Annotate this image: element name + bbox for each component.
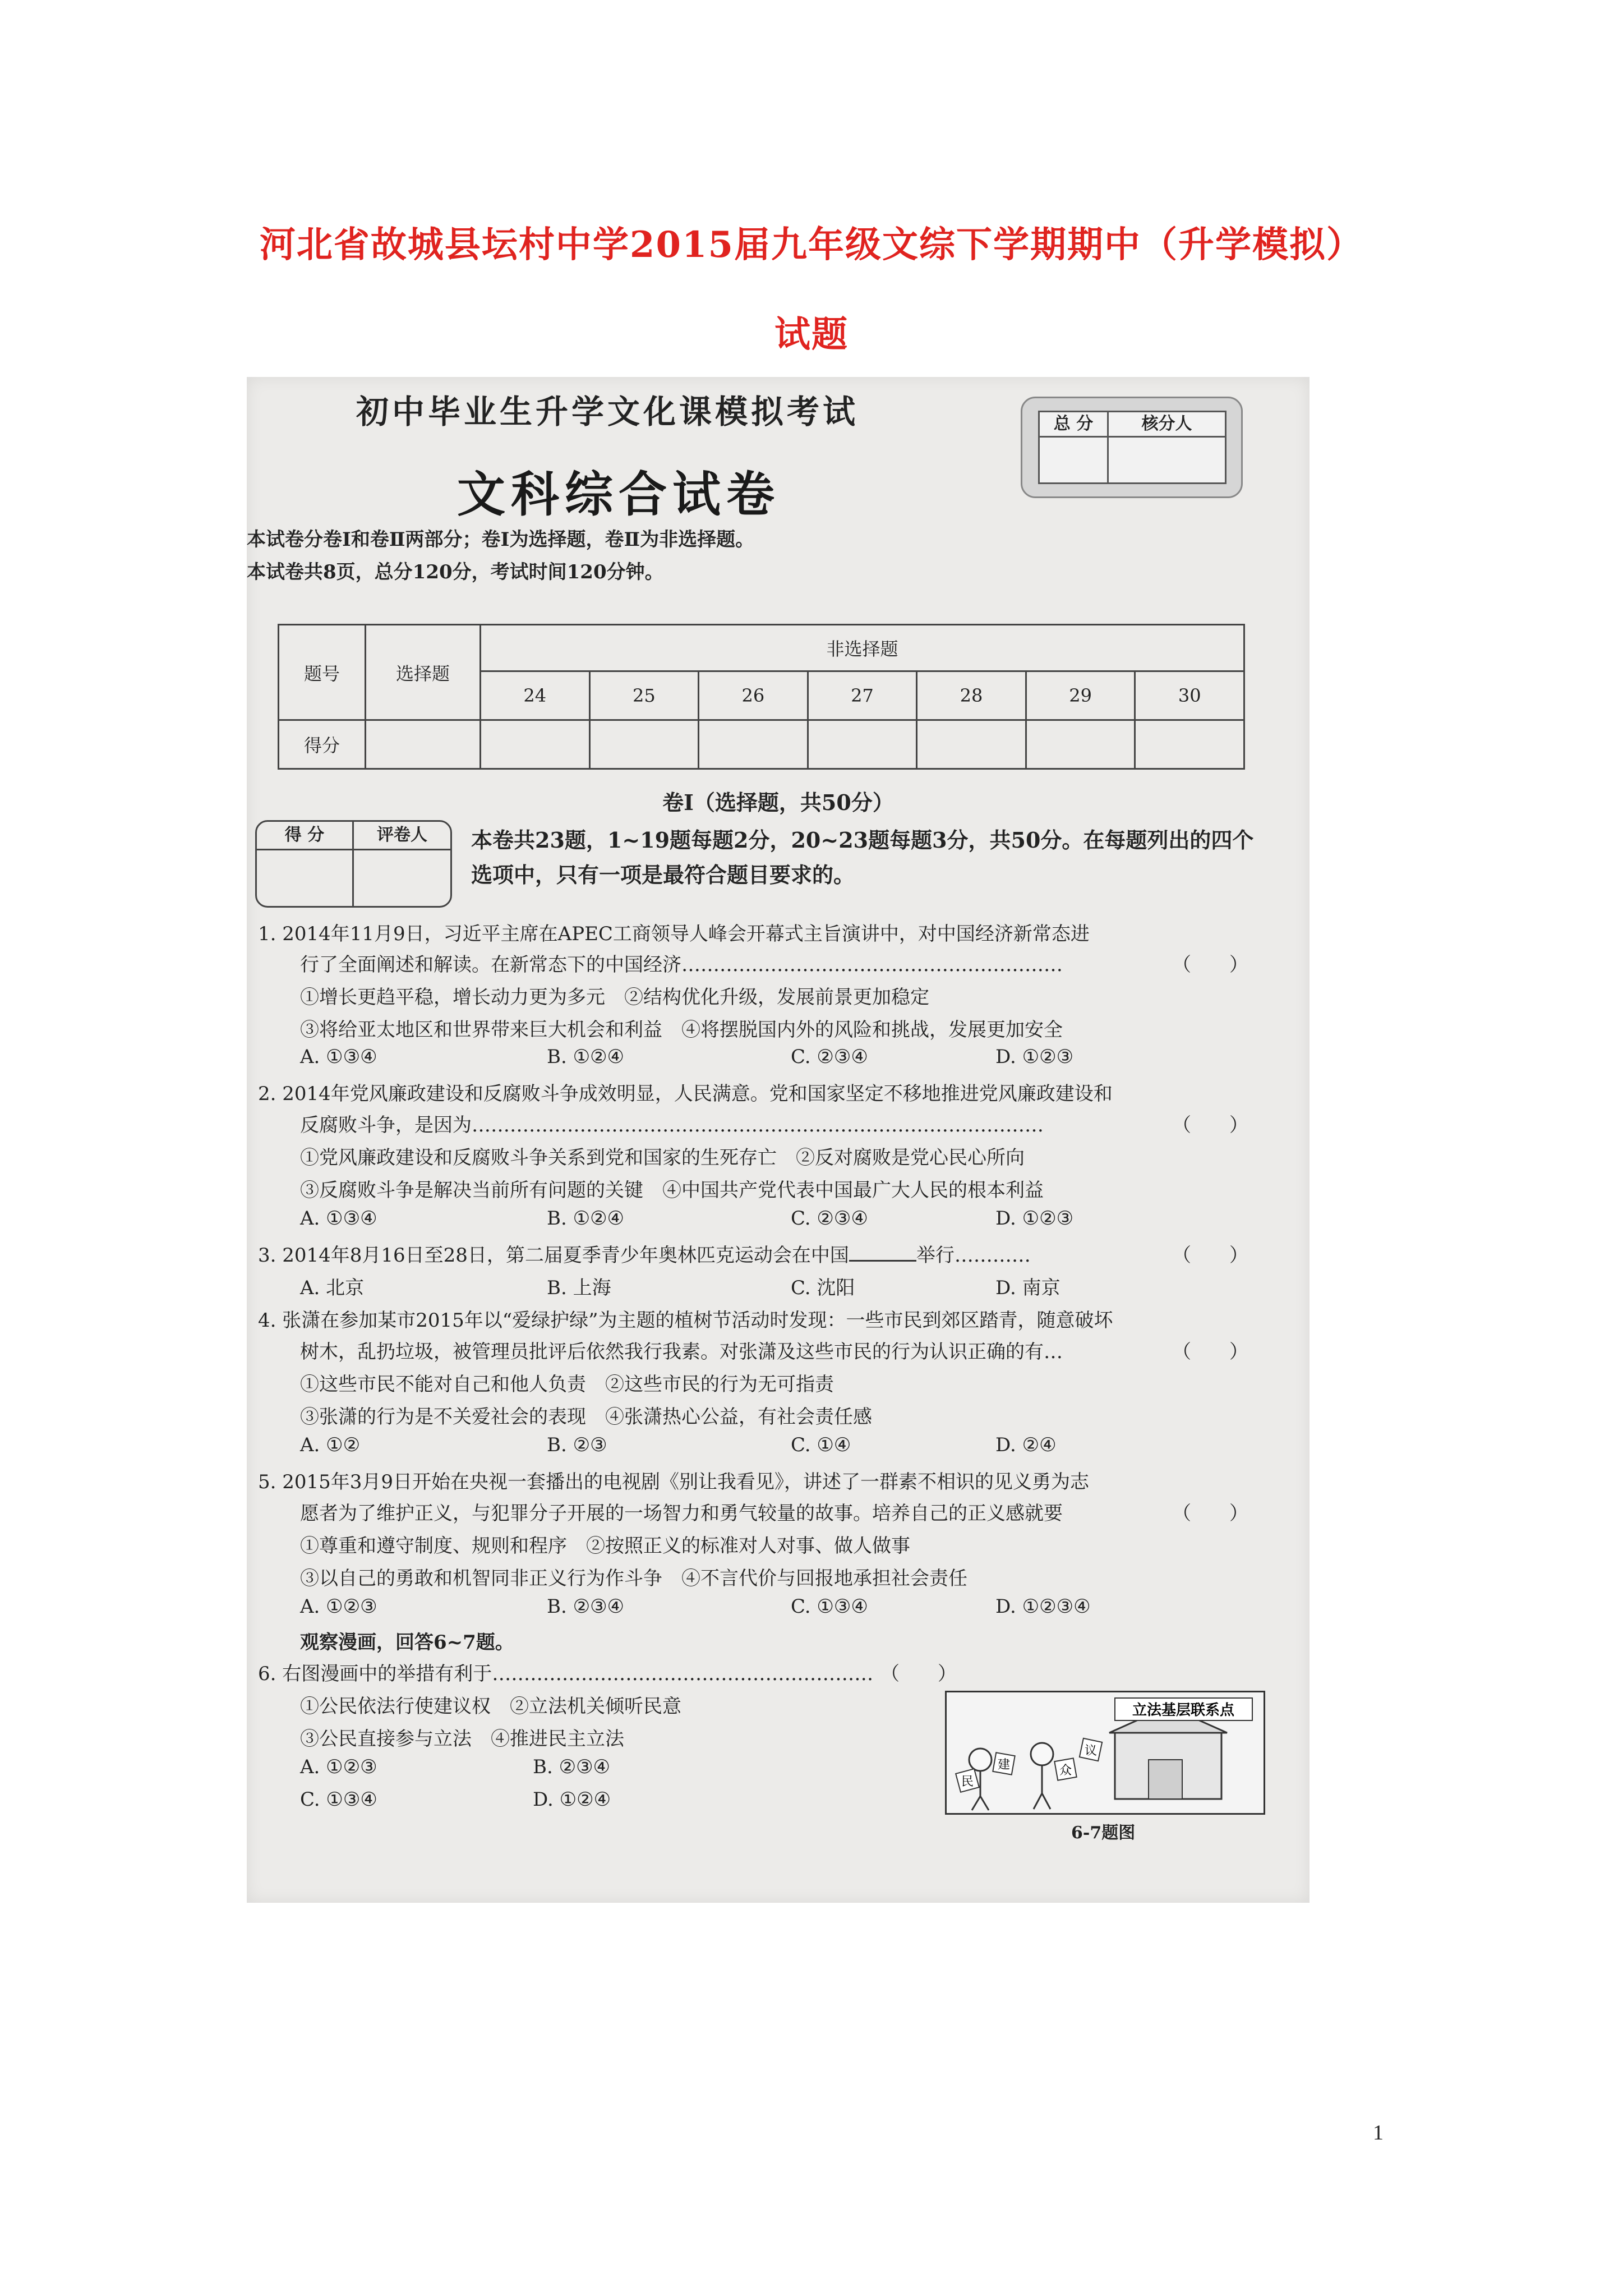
q1-option-b: B. ①②④ bbox=[547, 1046, 625, 1068]
table-col-25: 25 bbox=[589, 671, 699, 720]
grader-label: 评卷人 bbox=[354, 822, 450, 850]
table-score-cell bbox=[699, 720, 808, 769]
q4-line2: 树木，乱扔垃圾，被管理员批评后依然我行我素。对张潇及这些市民的行为认识正确的有… bbox=[300, 1341, 1063, 1363]
q2-option-a: A. ①③④ bbox=[300, 1207, 377, 1230]
q5-option-a: A. ①②③ bbox=[300, 1595, 377, 1618]
table-col-26: 26 bbox=[699, 671, 808, 720]
cartoon-speech-4: 议 bbox=[1084, 1744, 1098, 1758]
document-title-line2: 试题 bbox=[774, 314, 849, 356]
table-score-cell bbox=[481, 720, 590, 769]
table-score-cell bbox=[1135, 720, 1244, 769]
table-score-cell bbox=[808, 720, 917, 769]
q4-option-b: B. ②③ bbox=[547, 1434, 607, 1456]
total-score-box bbox=[1021, 397, 1243, 498]
q1-option-c: C. ②③④ bbox=[791, 1046, 868, 1068]
q1-line1: 1. 2014年11月9日，习近平主席在APEC工商领导人峰会开幕式主旨演讲中，对中国经济新常态进 bbox=[258, 923, 1090, 945]
document-title-line1: 河北省故城县坛村中学2015届九年级文综下学期期中（升学模拟） bbox=[259, 224, 1364, 266]
cartoon-illustration bbox=[945, 1691, 1265, 1815]
q2-line2: 反腐败斗争，是因为……………………………………………………………………………… bbox=[300, 1114, 1044, 1137]
q6-option-c: C. ①③④ bbox=[300, 1788, 377, 1811]
table-label-choice: 选择题 bbox=[366, 625, 481, 720]
part1-intro-line1: 本卷共23题，1~19题每题2分，20~23题每题3分，共50分。在每题列出的四个 bbox=[471, 827, 1254, 853]
table-col-29: 29 bbox=[1026, 671, 1135, 720]
q3-line: 3. 2014年8月16日至28日，第二届夏季青少年奥林匹克运动会在中国 举行………… bbox=[258, 1244, 1031, 1267]
q6-answer-paren: （ ） bbox=[880, 1663, 957, 1685]
q4-statement1: ①这些市民不能对自己和他人负责 ②这些市民的行为无可指责 bbox=[300, 1373, 834, 1396]
q2-statement2: ③反腐败斗争是解决当前所有问题的关键 ④中国共产党代表中国最广大人民的根本利益 bbox=[300, 1179, 1044, 1202]
exam-subject: 文科综合试卷 bbox=[457, 466, 780, 523]
q1-statement2: ③将给亚太地区和世界带来巨大机会和利益 ④将摆脱国内外的风险和挑战，发展更加安全 bbox=[300, 1019, 1063, 1041]
q3-option-a: A. 北京 bbox=[300, 1277, 365, 1299]
q4-statement2: ③张潇的行为是不关爱社会的表现 ④张潇热心公益，有社会责任感 bbox=[300, 1406, 872, 1428]
q3-option-b: B. 上海 bbox=[547, 1277, 611, 1299]
q6-statement1: ①公民依法行使建议权 ②立法机关倾听民意 bbox=[300, 1695, 681, 1718]
q2-option-d: D. ①②③ bbox=[995, 1207, 1074, 1230]
cartoon-drawing bbox=[947, 1692, 1264, 1813]
q5-option-c: C. ①③④ bbox=[791, 1595, 868, 1618]
q6-7-preface: 观察漫画，回答6~7题。 bbox=[300, 1631, 514, 1654]
q6-option-b: B. ②③④ bbox=[533, 1756, 611, 1778]
q5-option-d: D. ①②③④ bbox=[995, 1595, 1091, 1618]
q3-blank bbox=[849, 1243, 916, 1262]
q4-option-c: C. ①④ bbox=[791, 1434, 851, 1456]
total-score-label: 总 分 bbox=[1040, 412, 1109, 438]
exam-note-2: 本试卷共8页，总分120分，考试时间120分钟。 bbox=[247, 561, 664, 583]
exam-note-1: 本试卷分卷Ⅰ和卷Ⅱ两部分；卷Ⅰ为选择题，卷Ⅱ为非选择题。 bbox=[247, 528, 755, 551]
table-score-cell bbox=[366, 720, 481, 769]
q3-answer-paren: （ ） bbox=[1172, 1244, 1248, 1267]
q6-option-d: D. ①②④ bbox=[533, 1788, 611, 1811]
exam-header: 初中毕业生升学文化课模拟考试 bbox=[356, 393, 859, 431]
q2-option-b: B. ①②④ bbox=[547, 1207, 625, 1230]
table-col-30: 30 bbox=[1135, 671, 1244, 720]
q1-option-a: A. ①③④ bbox=[300, 1046, 377, 1068]
q5-statement1: ①尊重和遵守制度、规则和程序 ②按照正义的标准对人对事、做人做事 bbox=[300, 1535, 910, 1557]
q2-option-c: C. ②③④ bbox=[791, 1207, 868, 1230]
q5-line2: 愿者为了维护正义，与犯罪分子开展的一场智力和勇气较量的故事。培养自己的正义感就要 bbox=[300, 1502, 1063, 1525]
table-col-27: 27 bbox=[808, 671, 917, 720]
q5-option-b: B. ②③④ bbox=[547, 1595, 625, 1618]
cartoon-speech-1: 民 bbox=[961, 1775, 974, 1789]
q5-statement2: ③以自己的勇敢和机智同非正义行为作斗争 ④不言代价与回报地承担社会责任 bbox=[300, 1567, 967, 1590]
table-col-24: 24 bbox=[481, 671, 590, 720]
table-label-number: 题号 bbox=[279, 625, 366, 720]
q4-option-a: A. ①② bbox=[300, 1434, 361, 1456]
score-table bbox=[278, 624, 1245, 770]
q6-statement2: ③公民直接参与立法 ④推进民主立法 bbox=[300, 1728, 624, 1750]
checker-label: 核分人 bbox=[1109, 412, 1225, 438]
q2-line1: 2. 2014年党风廉政建设和反腐败斗争成效明显，人民满意。党和国家坚定不移地推进党风廉政建设和 bbox=[258, 1083, 1113, 1105]
cartoon-speech-2: 建 bbox=[997, 1758, 1011, 1772]
q1-statement1: ①增长更趋平稳，增长动力更为多元 ②结构优化升级，发展前景更加稳定 bbox=[300, 986, 929, 1009]
q4-line1: 4. 张潇在参加某市2015年以“爱绿护绿”为主题的植树节活动时发现：一些市民到郊区踏青，随意破坏 bbox=[258, 1309, 1113, 1332]
q6-line1: 6. 右图漫画中的举措有利于…………………………………………………… bbox=[258, 1663, 874, 1685]
scanned-exam-page bbox=[247, 377, 1310, 1903]
table-label-score: 得分 bbox=[279, 720, 366, 769]
table-label-nonchoice: 非选择题 bbox=[481, 625, 1244, 671]
cartoon-speech-3: 众 bbox=[1059, 1764, 1072, 1778]
grade-score-label: 得 分 bbox=[257, 822, 354, 850]
q4-answer-paren: （ ） bbox=[1172, 1341, 1248, 1363]
q5-answer-paren: （ ） bbox=[1172, 1502, 1248, 1525]
q3-option-d: D. 南京 bbox=[995, 1277, 1061, 1299]
q4-option-d: D. ②④ bbox=[995, 1434, 1057, 1456]
cartoon-sign: 立法基层联系点 bbox=[1132, 1702, 1235, 1719]
q6-option-a: A. ①②③ bbox=[300, 1756, 377, 1778]
q1-option-d: D. ①②③ bbox=[995, 1046, 1074, 1068]
q5-line1: 5. 2015年3月9日开始在央视一套播出的电视剧《别让我看见》，讲述了一群素不相识的见义勇为志 bbox=[258, 1471, 1090, 1493]
q2-statement1: ①党风廉政建设和反腐败斗争关系到党和国家的生死存亡 ②反对腐败是党心民心所向 bbox=[300, 1147, 1025, 1169]
q1-answer-paren: （ ） bbox=[1172, 954, 1248, 976]
table-score-cell bbox=[589, 720, 699, 769]
grade-box bbox=[255, 820, 452, 908]
q3-option-c: C. 沈阳 bbox=[791, 1277, 855, 1299]
q2-answer-paren: （ ） bbox=[1172, 1114, 1248, 1137]
page-number: 1 bbox=[1373, 2121, 1384, 2145]
table-col-28: 28 bbox=[917, 671, 1026, 720]
part1-intro-line2: 选项中，只有一项是最符合题目要求的。 bbox=[471, 862, 855, 887]
part1-title: 卷Ⅰ（选择题，共50分） bbox=[662, 790, 894, 815]
table-score-cell bbox=[917, 720, 1026, 769]
q1-line2: 行了全面阐述和解读。在新常态下的中国经济…………………………………………………… bbox=[300, 954, 1063, 976]
table-score-cell bbox=[1026, 720, 1135, 769]
cartoon-caption: 6-7题图 bbox=[1071, 1823, 1136, 1843]
